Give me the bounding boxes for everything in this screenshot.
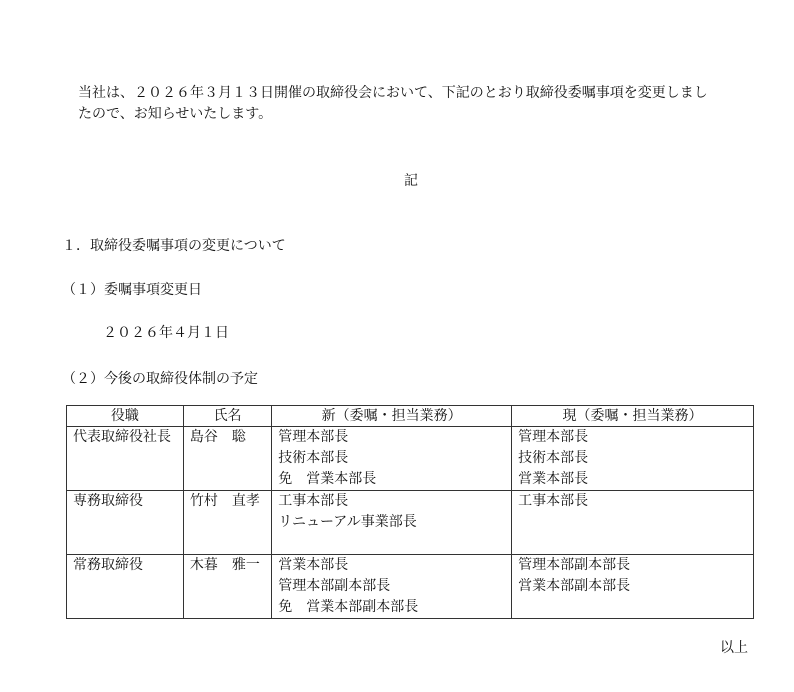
duty-line: 営業本部長 [278, 557, 349, 573]
change-date: ２０２６年４月１日 [103, 325, 229, 341]
header-name: 氏名 [183, 406, 271, 427]
intro-line-2: たので、お知らせいたします。 [78, 106, 273, 122]
current-duties-cell [512, 427, 754, 491]
header-role: 役職 [67, 406, 184, 427]
intro-line-1: 当社は、２０２６年３月１３日開催の取締役会において、下記のとおり取締役委嘱事項を変更しまし [78, 85, 708, 101]
duty-line: 工事本部長 [518, 493, 589, 509]
duty-line: 技術本部長 [278, 450, 349, 466]
new-duties-cell [272, 555, 512, 619]
new-duties-cell [272, 427, 512, 491]
closing-text: 以上 [720, 640, 748, 656]
table-row [67, 555, 754, 619]
duty-line: リニューアル事業部長 [278, 514, 417, 530]
table-row [67, 427, 754, 491]
duty-line: 管理本部長 [518, 429, 589, 445]
duty-line: 免 営業本部長 [278, 471, 377, 487]
duty-line: 工事本部長 [278, 493, 349, 509]
subsection-2-title: （２）今後の取締役体制の予定 [62, 371, 258, 387]
section-1-title: １．取締役委嘱事項の変更について [62, 238, 286, 254]
ki-heading: 記 [404, 173, 418, 189]
current-duties-cell [512, 491, 754, 555]
duty-line: 管理本部長 [278, 429, 349, 445]
table-row [67, 491, 754, 555]
duty-line: 管理本部副本部長 [278, 578, 391, 594]
role-cell: 常務取締役 [67, 555, 184, 619]
duty-line: 管理本部副本部長 [518, 557, 631, 573]
duty-line: 営業本部副本部長 [518, 578, 631, 594]
name-cell: 島谷 聡 [183, 427, 271, 491]
role-cell: 代表取締役社長 [67, 427, 184, 491]
duty-line: 技術本部長 [518, 450, 589, 466]
name-cell: 木暮 雅一 [183, 555, 271, 619]
table-header-row [67, 406, 754, 427]
new-duties-cell [272, 491, 512, 555]
officers-table [66, 405, 754, 619]
duty-line: 営業本部長 [518, 471, 589, 487]
name-cell: 竹村 直孝 [183, 491, 271, 555]
subsection-1-title: （１）委嘱事項変更日 [62, 282, 202, 298]
role-cell: 専務取締役 [67, 491, 184, 555]
current-duties-cell [512, 555, 754, 619]
duty-line: 免 営業本部副本部長 [278, 599, 419, 615]
header-current-duties: 現（委嘱・担当業務） [512, 406, 754, 427]
header-new-duties: 新（委嘱・担当業務） [272, 406, 512, 427]
